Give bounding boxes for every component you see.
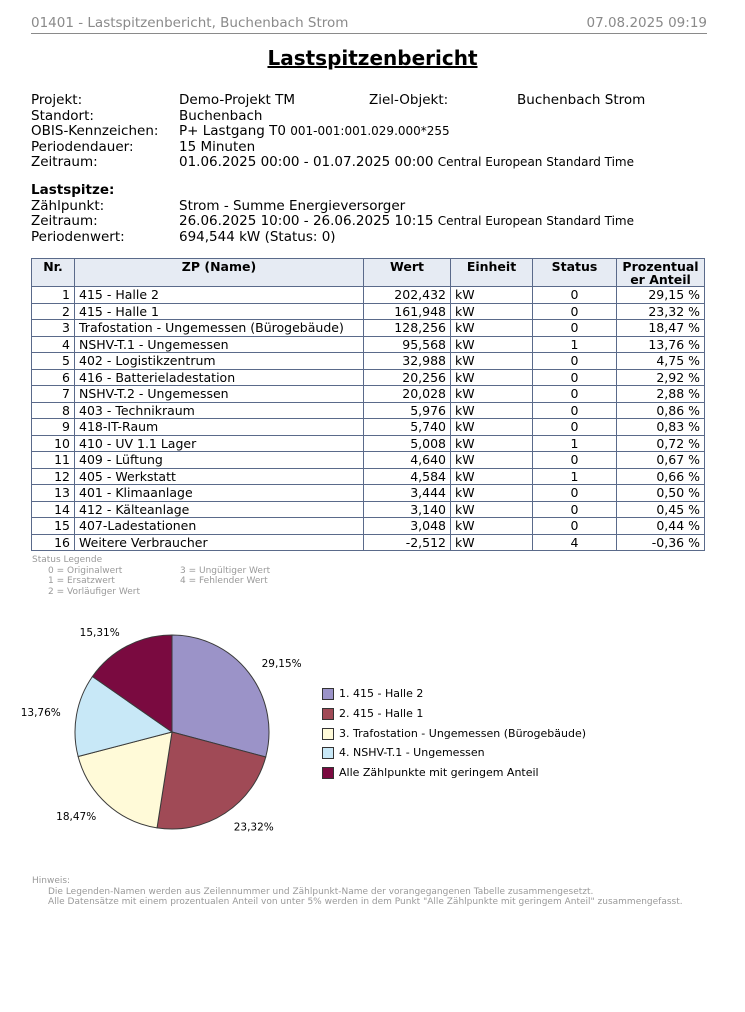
cell-anteil: 0,44 % (617, 518, 705, 535)
cell-status: 0 (533, 287, 617, 304)
peak-periodenwert-label: Periodenwert: (31, 228, 125, 245)
status-legend-item: 0 = Originalwert (48, 565, 123, 576)
peak-zaehlpunkt-label: Zählpunkt: (31, 197, 105, 214)
status-legend-title: Status Legende (32, 555, 103, 565)
cell-nr: 11 (32, 452, 75, 469)
cell-anteil: 0,67 % (617, 452, 705, 469)
cell-status: 0 (533, 369, 617, 386)
cell-wert: 4,584 (364, 468, 451, 485)
cell-wert: 3,048 (364, 518, 451, 535)
table-row (32, 452, 705, 469)
consumer-table (31, 258, 705, 551)
report-header (31, 14, 707, 34)
cell-wert: 202,432 (364, 287, 451, 304)
pie-legend-label: 2. 415 - Halle 1 (339, 706, 424, 720)
cell-name: 415 - Halle 1 (75, 303, 364, 320)
peak-zeitraum-timezone: Central European Standard Time (437, 214, 634, 228)
status-legend-item: 3 = Ungültiger Wert (180, 565, 271, 576)
cell-nr: 8 (32, 402, 75, 419)
notes-line: Die Legenden-Namen werden aus Zeilennummer und Zählpunkt-Name der vorangegangenen Tabelle zusammengesetzt. (48, 886, 594, 897)
projekt-value: Demo-Projekt TM (179, 92, 296, 108)
cell-nr: 5 (32, 353, 75, 370)
cell-einheit: kW (451, 336, 533, 353)
cell-einheit: kW (451, 320, 533, 337)
pie-legend-label: 3. Trafostation - Ungemessen (Bürogebäude) (339, 726, 587, 740)
pie-legend-swatch (322, 688, 334, 700)
table-row (32, 402, 705, 419)
cell-anteil: 0,72 % (617, 435, 705, 452)
cell-einheit: kW (451, 353, 533, 370)
col-header-wert: Wert (364, 259, 451, 287)
standort-value: Buchenbach (179, 107, 263, 124)
cell-anteil: 2,88 % (617, 386, 705, 403)
table-row (32, 336, 705, 353)
cell-status: 0 (533, 303, 617, 320)
col-header-status: Status (533, 259, 617, 287)
periode-label: Periodendauer: (31, 138, 134, 155)
cell-nr: 15 (32, 518, 75, 535)
cell-name: NSHV-T.1 - Ungemessen (75, 336, 364, 353)
cell-name: 410 - UV 1.1 Lager (75, 435, 364, 452)
cell-anteil: 0,50 % (617, 485, 705, 502)
cell-status: 0 (533, 501, 617, 518)
cell-einheit: kW (451, 485, 533, 502)
cell-name: 403 - Technikraum (75, 402, 364, 419)
cell-name: Weitere Verbraucher (75, 534, 364, 551)
col-header-zp: ZP (Name) (75, 259, 364, 287)
peak-zeitraum-value (179, 214, 634, 230)
cell-nr: 16 (32, 534, 75, 551)
notes-line: Alle Datensätze mit einem prozentualen Anteil von unter 5% werden in dem Punkt "Alle Zählpunkte mit geringem Anteil" zusammengefasst. (48, 897, 683, 907)
cell-status: 0 (533, 452, 617, 469)
peak-labels (31, 183, 125, 245)
pie-legend-swatch (322, 767, 334, 779)
periode-value: 15 Minuten (179, 138, 256, 155)
cell-status: 0 (533, 419, 617, 436)
cell-anteil: 23,32 % (617, 303, 705, 320)
table-row (32, 353, 705, 370)
cell-wert: 95,568 (364, 336, 451, 353)
table-row (32, 386, 705, 403)
cell-status: 1 (533, 435, 617, 452)
cell-einheit: kW (451, 402, 533, 419)
pie-legend-swatch (322, 728, 334, 740)
cell-name: 416 - Batterieladestation (75, 369, 364, 386)
meta-labels (31, 93, 158, 171)
cell-wert: 128,256 (364, 320, 451, 337)
status-legend-col2 (180, 566, 270, 587)
table-row (32, 369, 705, 386)
cell-name: 415 - Halle 2 (75, 287, 364, 304)
pie-legend-label: 4. NSHV-T.1 - Ungemessen (339, 746, 485, 760)
peak-values (179, 199, 634, 246)
cell-anteil: 0,86 % (617, 402, 705, 419)
pie-legend-label: Alle Zählpunkte mit geringem Anteil (339, 766, 539, 780)
table-row (32, 435, 705, 452)
notes (32, 876, 683, 908)
obis-label: OBIS-Kennzeichen: (31, 123, 159, 139)
cell-wert: 20,256 (364, 369, 451, 386)
peak-periodenwert-value: 694,544 kW (Status: 0) (179, 228, 336, 245)
cell-einheit: kW (451, 435, 533, 452)
report-header-title: 01401 - Lastspitzenbericht, Buchenbach Strom (31, 15, 349, 31)
cell-anteil: 0,45 % (617, 501, 705, 518)
cell-name: 407-Ladestationen (75, 518, 364, 535)
table-row (32, 534, 705, 551)
table-row (32, 485, 705, 502)
peak-heading: Lastspitze: (31, 182, 115, 198)
cell-einheit: kW (451, 419, 533, 436)
obis-value (179, 124, 634, 140)
zeitraum-range: 01.06.2025 00:00 - 01.07.2025 00:00 (179, 154, 434, 170)
ziel-value: Buchenbach Strom (517, 92, 646, 108)
obis-value-code: 001-001:001.029.000*255 (290, 124, 450, 138)
cell-nr: 7 (32, 386, 75, 403)
status-legend-item: 1 = Ersatzwert (48, 576, 115, 586)
cell-nr: 12 (32, 468, 75, 485)
cell-wert: 5,740 (364, 419, 451, 436)
cell-nr: 3 (32, 320, 75, 337)
cell-anteil: 0,66 % (617, 468, 705, 485)
zeitraum-value (179, 155, 634, 171)
col-header-einheit: Einheit (451, 259, 533, 287)
cell-anteil: -0,36 % (617, 534, 705, 551)
status-legend-col1 (48, 566, 140, 598)
cell-wert: 161,948 (364, 303, 451, 320)
pie-legend-swatch (322, 708, 334, 720)
cell-name: 401 - Klimaanlage (75, 485, 364, 502)
cell-anteil: 0,83 % (617, 419, 705, 436)
col-header-nr: Nr. (32, 259, 75, 287)
cell-nr: 6 (32, 369, 75, 386)
cell-name: 405 - Werkstatt (75, 468, 364, 485)
pie-slice-label: 15,31% (79, 626, 120, 639)
pie-slice-label: 23,32% (233, 821, 274, 834)
cell-name: 409 - Lüftung (75, 452, 364, 469)
pie-legend-swatch (322, 747, 334, 759)
table-row (32, 468, 705, 485)
status-legend-item: 4 = Fehlender Wert (180, 576, 268, 586)
cell-nr: 13 (32, 485, 75, 502)
pie-chart (0, 620, 320, 850)
cell-wert: 3,140 (364, 501, 451, 518)
cell-name: Trafostation - Ungemessen (Bürogebäude) (75, 320, 364, 337)
cell-nr: 9 (32, 419, 75, 436)
cell-status: 0 (533, 518, 617, 535)
cell-einheit: kW (451, 369, 533, 386)
standort-label: Standort: (31, 107, 94, 124)
projekt-label: Projekt: (31, 92, 83, 108)
table-row (32, 419, 705, 436)
cell-wert: 5,008 (364, 435, 451, 452)
col-header-anteil (617, 259, 705, 287)
table-row (32, 320, 705, 337)
cell-einheit: kW (451, 386, 533, 403)
cell-einheit: kW (451, 518, 533, 535)
cell-status: 0 (533, 320, 617, 337)
cell-anteil: 13,76 % (617, 336, 705, 353)
cell-anteil: 2,92 % (617, 369, 705, 386)
pie-slice-label: 29,15% (261, 658, 302, 671)
cell-wert: 4,640 (364, 452, 451, 469)
cell-status: 0 (533, 353, 617, 370)
peak-zaehlpunkt-value: Strom - Summe Energieversorger (179, 197, 406, 214)
col-header-anteil-1: Prozentual (622, 259, 699, 274)
table-row (32, 501, 705, 518)
table-row (32, 303, 705, 320)
cell-nr: 2 (32, 303, 75, 320)
cell-name: 402 - Logistikzentrum (75, 353, 364, 370)
cell-status: 4 (533, 534, 617, 551)
page-title: Lastspitzenbericht (267, 46, 478, 70)
pie-legend-label: 1. 415 - Halle 2 (339, 687, 424, 700)
zeitraum-label: Zeitraum: (31, 154, 98, 170)
cell-anteil: 4,75 % (617, 353, 705, 370)
col-header-anteil-2: er Anteil (630, 271, 691, 287)
cell-anteil: 18,47 % (617, 320, 705, 337)
cell-wert: -2,512 (364, 534, 451, 551)
cell-anteil: 29,15 % (617, 287, 705, 304)
cell-name: NSHV-T.2 - Ungemessen (75, 386, 364, 403)
cell-status: 1 (533, 468, 617, 485)
table-row (32, 287, 705, 304)
pie-slice-label: 13,76% (20, 707, 61, 720)
cell-name: 412 - Kälteanlage (75, 501, 364, 518)
cell-nr: 10 (32, 435, 75, 452)
cell-wert: 32,988 (364, 353, 451, 370)
cell-wert: 5,976 (364, 402, 451, 419)
report-header-timestamp: 07.08.2025 09:19 (586, 15, 707, 31)
cell-einheit: kW (451, 452, 533, 469)
table-header-row (32, 259, 705, 287)
cell-nr: 4 (32, 336, 75, 353)
cell-einheit: kW (451, 534, 533, 551)
cell-name: 418-IT-Raum (75, 419, 364, 436)
status-legend-item: 2 = Vorläufiger Wert (48, 586, 140, 597)
cell-wert: 20,028 (364, 386, 451, 403)
cell-status: 0 (533, 386, 617, 403)
status-legend (32, 555, 271, 597)
cell-nr: 1 (32, 287, 75, 304)
cell-wert: 3,444 (364, 485, 451, 502)
obis-value-main: P+ Lastgang T0 (179, 123, 286, 139)
cell-status: 0 (533, 485, 617, 502)
pie-slice-label: 18,47% (56, 810, 97, 823)
cell-einheit: kW (451, 468, 533, 485)
cell-nr: 14 (32, 501, 75, 518)
peak-zeitraum-range: 26.06.2025 10:00 - 26.06.2025 10:15 (179, 213, 434, 229)
table-row (32, 518, 705, 535)
cell-einheit: kW (451, 303, 533, 320)
peak-zeitraum-label: Zeitraum: (31, 213, 98, 229)
cell-status: 1 (533, 336, 617, 353)
cell-einheit: kW (451, 501, 533, 518)
cell-einheit: kW (451, 287, 533, 304)
notes-title: Hinweis: (32, 876, 71, 886)
cell-status: 0 (533, 402, 617, 419)
ziel-label: Ziel-Objekt: (369, 92, 449, 108)
zeitraum-timezone: Central European Standard Time (437, 155, 634, 169)
